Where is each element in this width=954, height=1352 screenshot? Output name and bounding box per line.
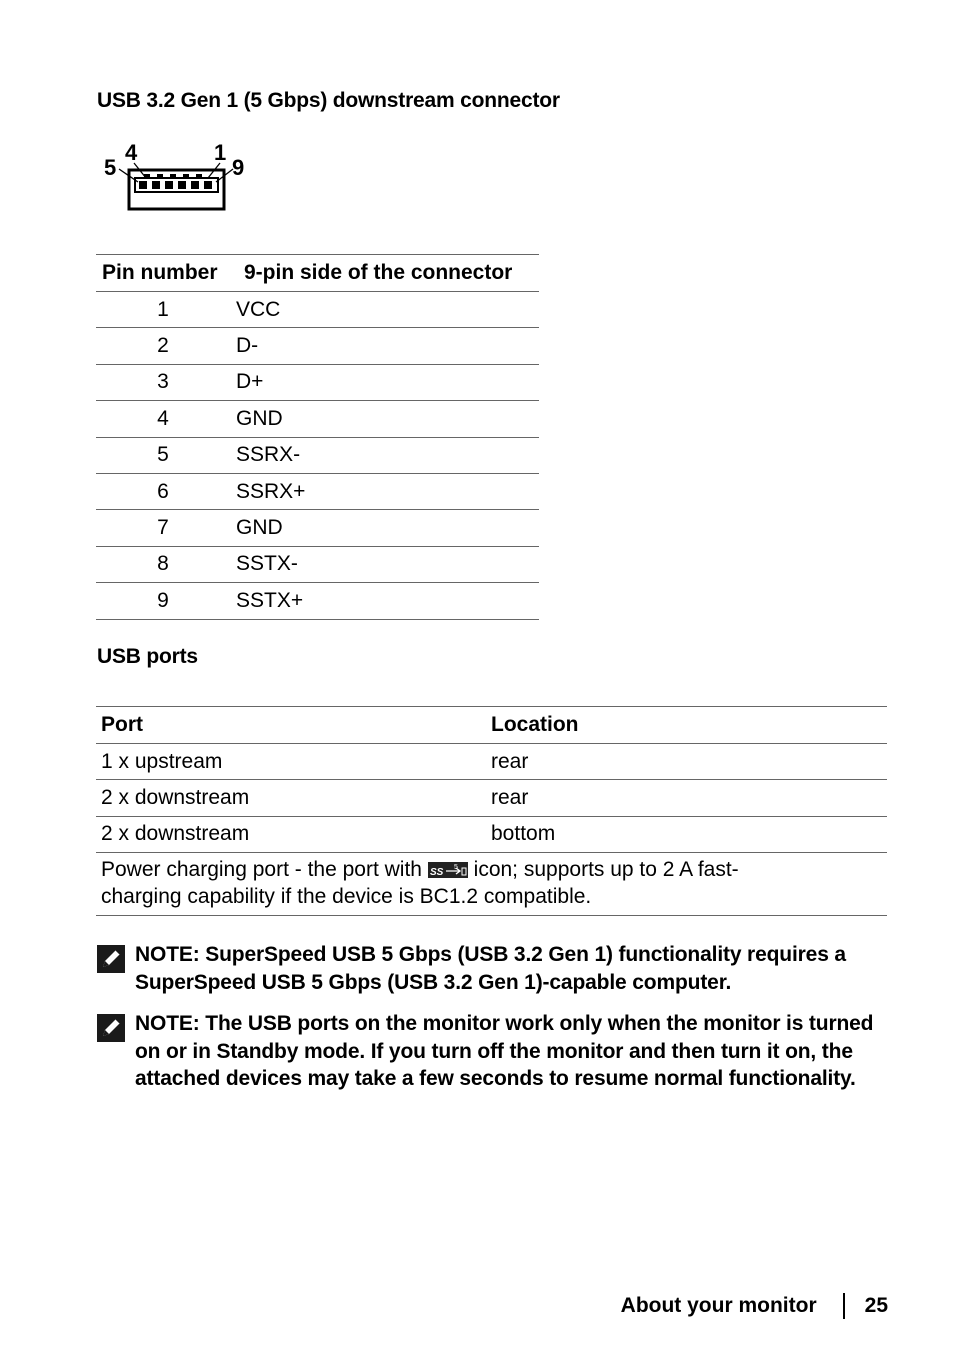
pin-signal-cell: SSTX+	[236, 588, 304, 612]
table-row	[96, 364, 539, 400]
ports-table-header-row	[96, 707, 887, 744]
diagram-label-5: 5	[104, 155, 117, 180]
diagram-label-9: 9	[232, 155, 245, 180]
location-cell: rear	[491, 786, 529, 810]
pin-number-header: Pin number	[102, 261, 218, 284]
footer-section-name: About your monitor	[620, 1294, 817, 1317]
location-header: Location	[491, 713, 579, 736]
table-row	[96, 816, 887, 852]
note-text: NOTE: SuperSpeed USB 5 Gbps (USB 3.2 Gen 1) functionality requires a SuperSpeed USB 5 Gbps (USB 3.2 Gen 1)-capable computer.	[135, 943, 846, 994]
power-charging-note-text-after: icon; supports up to 2 A fast-charging capability if the device is BC1.2 compatible.	[101, 858, 739, 909]
pin-signal-cell: D+	[236, 370, 264, 394]
note-text: NOTE: The USB ports on the monitor work only when the monitor is turned on or in Standby mode. If you turn off the monitor and then turn it on, the attached devices may take a few seconds to resume normal functionality.	[135, 1012, 874, 1090]
pin-number-cell: 6	[157, 479, 169, 503]
table-row	[96, 473, 539, 509]
note-usb-standby	[97, 1010, 887, 1093]
connector-section-title: USB 3.2 Gen 1 (5 Gbps) downstream connector	[97, 89, 560, 112]
port-header: Port	[101, 713, 143, 736]
svg-text:5: 5	[453, 864, 458, 872]
pin-signal-cell: VCC	[236, 297, 281, 321]
pin-signal-cell: SSRX-	[236, 443, 301, 467]
pencil-note-icon	[97, 945, 125, 973]
ports-section-title: USB ports	[97, 645, 198, 668]
pin-number-cell: 7	[157, 516, 169, 540]
pin-number-cell: 9	[157, 588, 169, 612]
pin-signal-cell: SSTX-	[236, 552, 298, 576]
pin-signal-cell: GND	[236, 516, 283, 540]
pin-number-cell: 3	[157, 370, 169, 394]
pin-number-cell: 8	[157, 552, 169, 576]
pencil-note-icon	[97, 1014, 125, 1042]
location-cell: rear	[491, 749, 529, 773]
table-row	[96, 328, 539, 364]
note-superspeed	[97, 941, 887, 996]
pin-signal-cell: D-	[236, 334, 259, 358]
pin-number-cell: 1	[157, 297, 169, 321]
pin-number-cell: 4	[157, 406, 169, 430]
svg-text:SS: SS	[429, 867, 444, 879]
pin-side-header: 9-pin side of the connector	[244, 261, 513, 284]
pin-number-cell: 2	[157, 334, 169, 358]
pin-table	[96, 254, 539, 620]
usb-connector-diagram	[100, 138, 255, 214]
superspeed-charging-icon	[428, 859, 468, 879]
footer-separator	[843, 1293, 845, 1319]
power-charging-note	[96, 853, 887, 916]
table-row	[96, 546, 539, 582]
pin-signal-cell: GND	[236, 406, 283, 430]
diagram-label-4: 4	[125, 140, 138, 165]
location-cell: bottom	[491, 822, 556, 846]
page-footer	[621, 1293, 888, 1319]
power-charging-note-row	[96, 853, 887, 916]
port-cell: 1 x upstream	[101, 749, 223, 773]
table-row	[96, 510, 539, 546]
pin-table-header-row	[96, 255, 539, 292]
table-row	[96, 583, 539, 619]
table-row	[96, 401, 539, 437]
page-number: 25	[864, 1294, 888, 1317]
pin-number-cell: 5	[157, 443, 169, 467]
table-row	[96, 292, 539, 328]
port-cell: 2 x downstream	[101, 786, 250, 810]
ports-table	[96, 706, 887, 916]
table-row	[96, 780, 887, 816]
table-row	[96, 744, 887, 780]
port-cell: 2 x downstream	[101, 822, 250, 846]
diagram-label-1: 1	[214, 140, 227, 165]
table-row	[96, 437, 539, 473]
power-charging-note-text-before: Power charging port - the port with	[101, 858, 428, 882]
pin-signal-cell: SSRX+	[236, 479, 306, 503]
